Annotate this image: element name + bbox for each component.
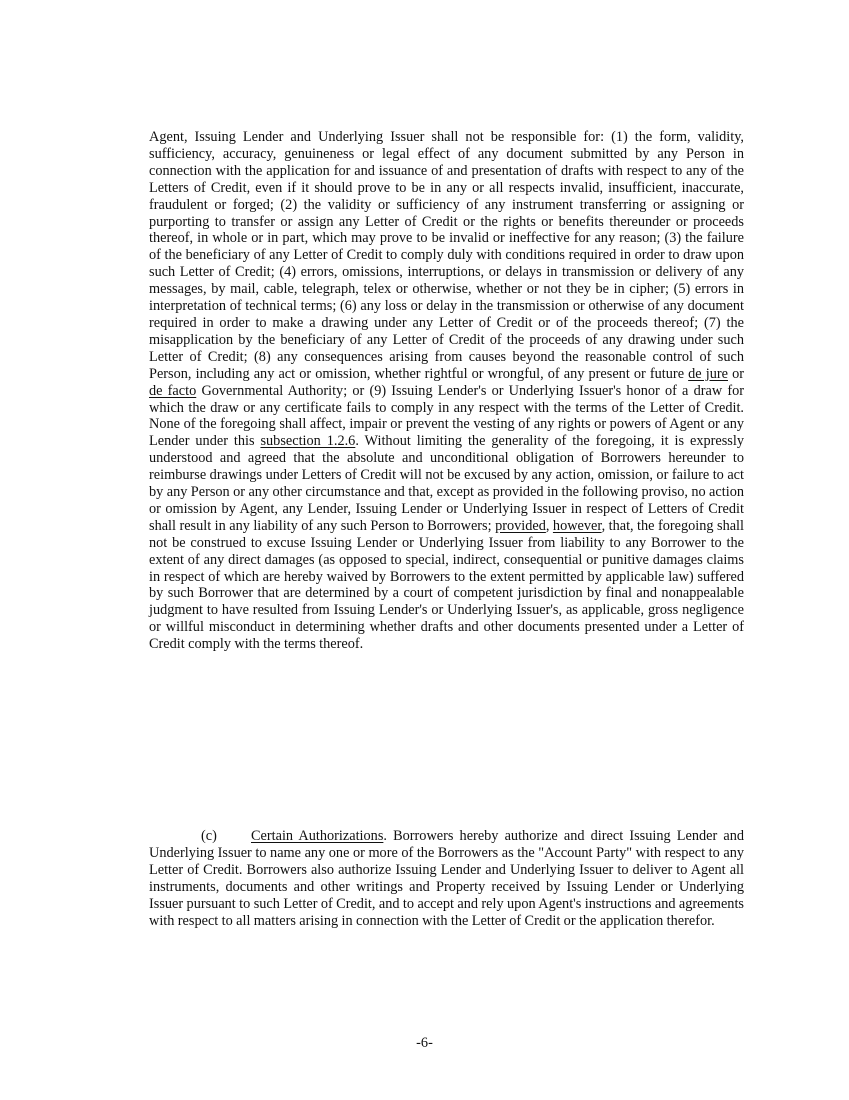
subsection-label: (c) <box>201 828 217 844</box>
paragraph-text: or <box>732 365 745 382</box>
term-de-jure: de jure <box>688 365 728 382</box>
term-de-facto: de facto <box>149 382 197 399</box>
page-number: -6- <box>416 1035 433 1051</box>
paragraph-text: . Borrowers hereby authorize and direct Issuing Lender and Underlying Issuer to name any one or more of the Borrowers as the "Account Party" with respect to any Letter of Credit. Borrowers also authorize Issuing Lender and Underlying Issuer to deliver to Agent all instruments, documents and other writings and Property received by Issuing Lender or Underlying Issuer pursuant to such Letter of Credit, and to accept and rely upon Agent's instructions and agreements with respect to all matters arising in connection with the Letter of Credit or the application therefor. <box>149 828 744 929</box>
paragraph-text: , <box>545 517 550 534</box>
paragraph-text: . Without limiting the generality of the foregoing, it is expressly understood and agreed that the absolute and unconditional obligation of Borrowers hereunder to reimburse drawings under Letters of Credit will not be excused by any action, omission, or failure to act by any Person or any other circumstance and that, except as provided in the following proviso, no action or omission by Agent, any Lender, Issuing Lender or Underlying Issuer in respect of Letters of Credit shall result in any liability of any such Person to Borrowers; <box>149 433 744 534</box>
subsection-reference: subsection 1.2.6 <box>260 433 356 450</box>
term-provided: provided <box>495 517 546 534</box>
section-heading: Certain Authorizations <box>251 828 384 844</box>
paragraph-text: Governmental Authority; or (9) Issuing Lender's or Underlying Issuer's honor of a draw for which the draw or any certificate fails to comply in any respect with the terms of the Letter of Credit. None of the foregoing shall affect, impair or prevent the vesting of any rights or powers of Agent or any Lender under this <box>149 382 744 450</box>
paragraph-text: Agent, Issuing Lender and Underlying Issuer shall not be responsible for: (1) the form, validity, sufficiency, accuracy, genuineness or legal effect of any document submitted by any Person in connection with the application for and issuance of and presentation of drafts with respect to any of the Letters of Credit, even if it should prove to be in any or all respects invalid, insufficient, inaccurate, fraudulent or forged; (2) the validity or sufficiency of any instrument transferring or assigning or purporting to transfer or assign any Letter of Credit or the rights or benefits thereunder or proceeds thereof, in whole or in part, which may prove to be invalid or ineffective for any reason; (3) the failure of the beneficiary of any Letter of Credit to comply duly with conditions required in order to draw upon such Letter of Credit; (4) errors, omissions, interruptions, or delays in transmission or delivery of any messages, by mail, cable, telegraph, telex or otherwise, whether or not they be in cipher; (5) errors in interpretation of technical terms; (6) any loss or delay in the transmission or otherwise of any document required in order to make a drawing under any Letter of Credit or of the proceeds thereof; (7) the misapplication by the beneficiary of any Letter of Credit of the proceeds of any drawing under such Letter of Credit; (8) any consequences arising from causes beyond the reasonable control of such Person, including any act or omission, whether rightful or wrongful, of any present or future <box>149 129 744 382</box>
term-however: however <box>552 517 602 534</box>
paragraph-responsibility-disclaimer <box>149 129 744 653</box>
paragraph-certain-authorizations <box>149 828 744 929</box>
paragraph-text: , that, the foregoing shall not be construed to excuse Issuing Lender or Underlying Issuer from liability to any Borrower to the extent of any direct damages (as opposed to special, indirect, consequential or punitive damages claims in respect of which are hereby waived by Borrowers to the extent permitted by applicable law) suffered by such Borrower that are determined by a court of competent jurisdiction by final and nonappealable judgment to have resulted from Issuing Lender's or Underlying Issuer's, as applicable, gross negligence or willful misconduct in determining whether drafts and other documents presented under a Letter of Credit comply with the terms thereof. <box>149 517 745 653</box>
